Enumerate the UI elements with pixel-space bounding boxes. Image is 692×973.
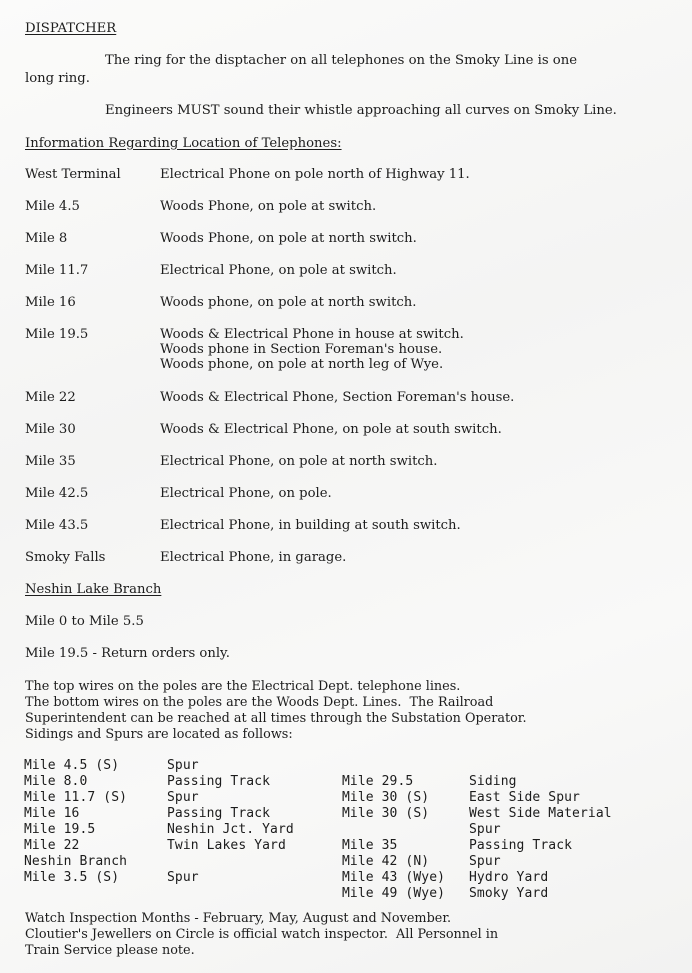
telephone-location: Mile 43.5 xyxy=(25,518,89,533)
siding-type: Spur xyxy=(469,854,501,869)
siding-mile: Mile 19.5 xyxy=(24,822,96,837)
wires-line-2: The bottom wires on the poles are the Woods Dept. Lines. The Railroad xyxy=(25,695,494,710)
footer-line-3: Train Service please note. xyxy=(25,943,195,958)
section-title-dispatcher: DISPATCHER xyxy=(25,21,117,36)
branch-return-orders: Mile 19.5 - Return orders only. xyxy=(25,646,230,661)
wires-line-1: The top wires on the poles are the Electrical Dept. telephone lines. xyxy=(25,679,461,694)
telephone-description: Woods phone, on pole at north switch. xyxy=(160,295,417,310)
telephone-location: Mile 8 xyxy=(25,231,68,246)
siding-mile: Mile 11.7 (S) xyxy=(24,790,128,805)
telephone-location: Mile 30 xyxy=(25,422,76,437)
siding-mile: Mile 35 xyxy=(342,838,398,853)
telephone-location: Mile 42.5 xyxy=(25,486,89,501)
telephone-location: Mile 22 xyxy=(25,390,76,405)
telephone-description: Woods phone, on pole at north leg of Wye. xyxy=(160,357,444,372)
siding-mile: Mile 4.5 (S) xyxy=(24,758,120,773)
ring-paragraph-line-1: The ring for the disptacher on all telephones on the Smoky Line is one xyxy=(105,53,578,68)
siding-type: Passing Track xyxy=(167,774,271,789)
siding-mile: Neshin Branch xyxy=(24,854,128,869)
branch-mileage: Mile 0 to Mile 5.5 xyxy=(25,614,144,629)
siding-mile: Mile 8.0 xyxy=(24,774,88,789)
whistle-paragraph: Engineers MUST sound their whistle approaching all curves on Smoky Line. xyxy=(105,103,617,118)
siding-mile: Mile 3.5 (S) xyxy=(24,870,120,885)
telephone-description: Electrical Phone, in building at south switch. xyxy=(160,518,461,533)
telephone-description: Electrical Phone, on pole at north switch. xyxy=(160,454,438,469)
telephone-description: Electrical Phone on pole north of Highway 11. xyxy=(160,167,470,182)
telephone-location: Smoky Falls xyxy=(25,550,106,565)
siding-type: Smoky Yard xyxy=(469,886,549,901)
siding-type: West Side Material xyxy=(469,806,612,821)
siding-mile: Mile 49 (Wye) xyxy=(342,886,446,901)
telephone-description: Woods Phone, on pole at switch. xyxy=(160,199,377,214)
telephone-description: Woods Phone, on pole at north switch. xyxy=(160,231,417,246)
footer-line-2: Cloutier's Jewellers on Circle is official watch inspector. All Personnel in xyxy=(25,927,499,942)
telephone-description: Woods & Electrical Phone, Section Foreman's house. xyxy=(160,390,515,405)
siding-mile: Mile 30 (S) xyxy=(342,806,430,821)
telephone-description: Electrical Phone, on pole at switch. xyxy=(160,263,397,278)
telephone-description: Electrical Phone, in garage. xyxy=(160,550,347,565)
wires-line-4: Sidings and Spurs are located as follows: xyxy=(25,727,293,742)
siding-type: Passing Track xyxy=(469,838,573,853)
siding-type: East Side Spur xyxy=(469,790,580,805)
siding-type: Hydro Yard xyxy=(469,870,549,885)
siding-mile: Mile 16 xyxy=(24,806,80,821)
telephone-description: Woods & Electrical Phone, on pole at south switch. xyxy=(160,422,502,437)
siding-mile: Mile 30 (S) xyxy=(342,790,430,805)
telephones-heading: Information Regarding Location of Telephones: xyxy=(25,136,342,151)
siding-type: Neshin Jct. Yard xyxy=(167,822,294,837)
siding-type: Twin Lakes Yard xyxy=(167,838,286,853)
telephone-location: Mile 4.5 xyxy=(25,199,80,214)
siding-mile: Mile 22 xyxy=(24,838,80,853)
siding-type: Spur xyxy=(167,790,199,805)
telephone-location: Mile 35 xyxy=(25,454,76,469)
wires-line-3: Superintendent can be reached at all times through the Substation Operator. xyxy=(25,711,527,726)
telephone-description: Woods phone in Section Foreman's house. xyxy=(160,342,443,357)
footer-line-1: Watch Inspection Months - February, May, August and November. xyxy=(25,911,452,926)
telephone-location: Mile 11.7 xyxy=(25,263,89,278)
telephone-location: Mile 16 xyxy=(25,295,76,310)
siding-type: Siding xyxy=(469,774,517,789)
siding-mile: Mile 42 (N) xyxy=(342,854,430,869)
siding-type: Passing Track xyxy=(167,806,271,821)
branch-heading: Neshin Lake Branch xyxy=(25,582,162,597)
siding-type: Spur xyxy=(167,870,199,885)
telephone-location: West Terminal xyxy=(25,167,121,182)
telephone-description: Electrical Phone, on pole. xyxy=(160,486,332,501)
ring-paragraph-line-2: long ring. xyxy=(25,71,90,86)
telephone-location: Mile 19.5 xyxy=(25,327,89,342)
siding-mile: Mile 43 (Wye) xyxy=(342,870,446,885)
siding-type: Spur xyxy=(167,758,199,773)
telephone-description: Woods & Electrical Phone in house at switch. xyxy=(160,327,464,342)
siding-type: Spur xyxy=(469,822,501,837)
siding-mile: Mile 29.5 xyxy=(342,774,414,789)
